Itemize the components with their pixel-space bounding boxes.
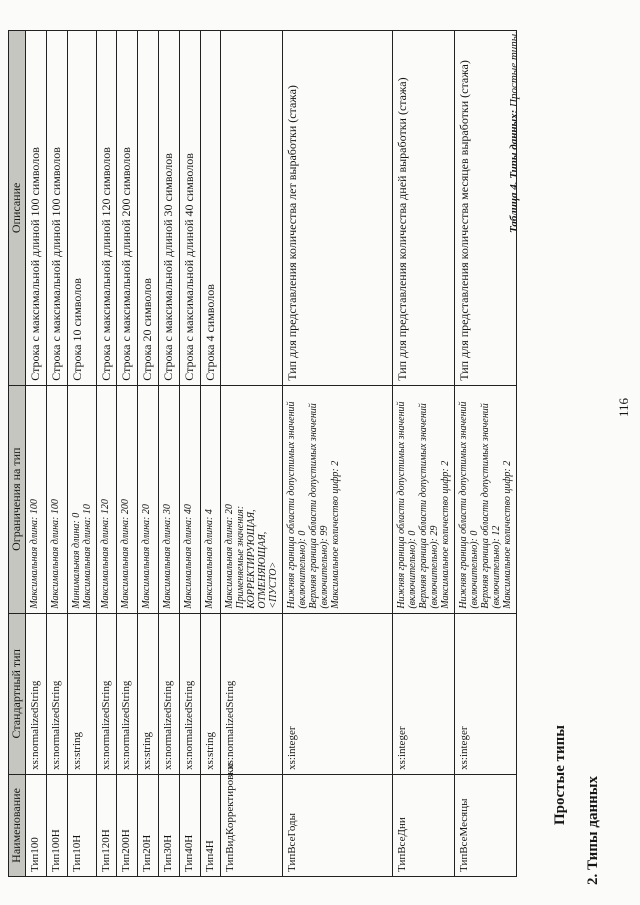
cell-name: Тип120Н [96, 774, 117, 876]
restriction-line: КОРРЕКТИРУЮЩАЯ, [246, 509, 258, 609]
cell-name: ТипВидКорректировки [221, 774, 283, 876]
data-types-table [8, 30, 517, 877]
column-header-description: Описание [9, 31, 26, 386]
restriction-line: Максимальное количество цифр: 2 [502, 460, 514, 609]
table-row [46, 31, 67, 877]
column-header-restrictions: Ограничения на тип [9, 385, 26, 613]
column-header-name: Наименование [9, 774, 26, 876]
cell-description: Тип для представления количества дней выработки (стажа) [393, 31, 455, 386]
restriction-line: Максимальная длина: 200 [120, 499, 132, 609]
table-header-row [9, 31, 26, 877]
cell-standard-type: xs:integer [393, 613, 455, 774]
cell-restrictions [221, 385, 283, 613]
cell-name: Тип100 [26, 774, 47, 876]
cell-standard-type: xs:normalizedString [179, 613, 200, 774]
cell-standard-type: xs:normalizedString [26, 613, 47, 774]
cell-description: Тип для представления количества лет выработки (стажа) [283, 31, 393, 386]
cell-description [221, 31, 283, 386]
cell-description: Строка с максимальной длиной 40 символов [179, 31, 200, 386]
cell-standard-type: xs:normalizedString [46, 613, 67, 774]
cell-name: Тип4Н [200, 774, 221, 876]
cell-name: Тип40Н [179, 774, 200, 876]
restriction-line: <ПУСТО> [268, 561, 280, 609]
cell-restrictions [67, 385, 96, 613]
restriction-line: Применяемые значения: [235, 505, 247, 609]
restriction-line: Нижняя граница области допустимых значений (включительно): 0 [286, 401, 309, 609]
table-row [200, 31, 221, 877]
cell-description: Строка с максимальной длиной 100 символов [26, 31, 47, 386]
cell-description: Тип для представления количества месяцев выработки (стажа) [455, 31, 517, 386]
restriction-line: Верхняя граница области допустимых значений (включительно): 12 [480, 403, 503, 609]
cell-restrictions [96, 385, 117, 613]
restriction-line: Максимальная длина: 20 [141, 504, 153, 609]
cell-restrictions [200, 385, 221, 613]
cell-standard-type: xs:normalizedString [158, 613, 179, 774]
cell-standard-type: xs:normalizedString [117, 613, 138, 774]
cell-description: Строка 20 символов [138, 31, 159, 386]
section-title: 2. Типы данных [585, 776, 601, 885]
cell-name: ТипВсеМесяцы [455, 774, 517, 876]
restriction-line: Максимальная длина: 100 [29, 499, 40, 609]
cell-standard-type: xs:integer [455, 613, 517, 774]
restriction-line: ОТМЕНЯЮЩАЯ, [257, 531, 269, 609]
table-row [26, 31, 47, 877]
restriction-line: Нижняя граница области допустимых значений (включительно): 0 [458, 401, 481, 609]
caption-label: Таблица 4. Типы данных: [508, 109, 520, 233]
cell-restrictions [455, 385, 517, 613]
restriction-line: Максимальное количество цифр: 2 [440, 460, 452, 609]
cell-restrictions [46, 385, 67, 613]
cell-restrictions [138, 385, 159, 613]
table-row [96, 31, 117, 877]
cell-standard-type: xs:normalizedString [221, 613, 283, 774]
table-row [455, 31, 517, 877]
cell-restrictions [158, 385, 179, 613]
restriction-line: Максимальное количество цифр: 2 [330, 460, 342, 609]
restriction-line: Максимальная длина: 120 [99, 499, 111, 609]
cell-name: ТипВсеГоды [283, 774, 393, 876]
column-header-standard-type: Стандартный тип [9, 613, 26, 774]
restriction-line: Верхняя граница области допустимых значений (включительно): 99 [308, 403, 331, 609]
table-row [67, 31, 96, 877]
restriction-line: Максимальная длина: 40 [182, 504, 194, 609]
cell-standard-type: xs:string [138, 613, 159, 774]
table-row [158, 31, 179, 877]
restriction-line: Максимальная длина: 4 [203, 509, 215, 609]
table-row [283, 31, 393, 877]
cell-standard-type: xs:string [67, 613, 96, 774]
cell-description: Строка с максимальной длиной 200 символов [117, 31, 138, 386]
cell-standard-type: xs:normalizedString [96, 613, 117, 774]
cell-name: ТипВсеДни [393, 774, 455, 876]
restriction-line: Минимальная длина: 0 [70, 512, 82, 609]
table-row [221, 31, 283, 877]
restriction-line: Максимальная длина: 30 [161, 504, 173, 609]
subsection-title: Простые типы [552, 724, 568, 825]
table-row [393, 31, 455, 877]
cell-standard-type: xs:integer [283, 613, 393, 774]
page-number: 116 [616, 397, 631, 417]
cell-standard-type: xs:string [200, 613, 221, 774]
table-row [117, 31, 138, 877]
cell-restrictions [179, 385, 200, 613]
cell-name: Тип100Н [46, 774, 67, 876]
cell-name: Тип200Н [117, 774, 138, 876]
table-body [26, 31, 517, 877]
table-row [138, 31, 159, 877]
cell-restrictions [26, 385, 47, 613]
cell-restrictions [117, 385, 138, 613]
restriction-line: Максимальная длина: 10 [81, 504, 93, 609]
cell-name: Тип10Н [67, 774, 96, 876]
restriction-line: Верхняя граница области допустимых значений (включительно): 29 [418, 403, 441, 609]
restriction-line: Максимальная длина: 20 [224, 504, 236, 609]
cell-name: Тип20Н [138, 774, 159, 876]
cell-name: Тип30Н [158, 774, 179, 876]
restriction-line: Максимальная длина: 100 [49, 499, 61, 609]
cell-description: Строка с максимальной длиной 30 символов [158, 31, 179, 386]
cell-description: Строка с максимальной длиной 100 символов [46, 31, 67, 386]
cell-description: Строка с максимальной длиной 120 символов [96, 31, 117, 386]
restriction-line: Нижняя граница области допустимых значений (включительно): 0 [396, 401, 419, 609]
cell-restrictions [283, 385, 393, 613]
cell-restrictions [393, 385, 455, 613]
cell-description: Строка 4 символов [200, 31, 221, 386]
cell-description: Строка 10 символов [67, 31, 96, 386]
caption-text: Простые типы. [508, 31, 520, 107]
table-row [179, 31, 200, 877]
